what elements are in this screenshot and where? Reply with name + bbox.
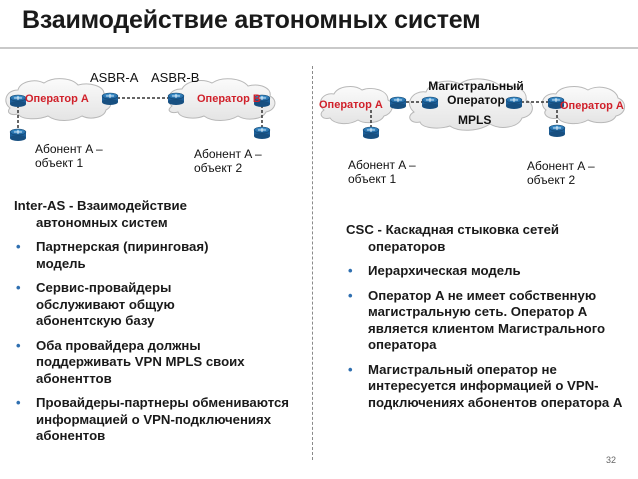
- list-item: • Оператор A не имеет собственную магистральную сеть. Оператор A является клиентом Магистрального оператора: [346, 288, 616, 354]
- page-number: 32: [606, 455, 617, 465]
- list-item: • Иерархическая модель: [346, 263, 628, 280]
- list-item: • Партнерская (пиринговая) модель: [14, 239, 256, 272]
- subscriber-2-label: Абонент A – объект 2: [194, 147, 262, 175]
- inter-as-text: [14, 198, 306, 453]
- list-item: • Оба провайдера должны поддерживать VPN MPLS своих абоненттов: [14, 338, 286, 388]
- operator-a-right-label: Оператор A: [560, 100, 624, 112]
- list-item: • Магистральный оператор не интересуется информацией о VPN-подключениях абонентов оператора A: [346, 362, 628, 412]
- router-icon: [549, 125, 565, 137]
- router-icon: [10, 95, 26, 107]
- router-icon: [363, 127, 379, 139]
- list-item: • Сервис-провайдеры обслуживают общую абонентскую базу: [14, 280, 236, 330]
- operator-a-left-label: Оператор A: [319, 99, 383, 111]
- router-icon: [390, 97, 406, 109]
- operator-a-label: Оператор A: [25, 93, 89, 105]
- mpls-label: MPLS: [458, 113, 492, 127]
- csc-heading: CSC - Каскадная стыковка сетей операторов: [346, 222, 560, 254]
- router-icon: [168, 93, 184, 105]
- router-icon: [254, 127, 270, 139]
- csc-text: [346, 222, 628, 419]
- title-divider: [0, 47, 638, 49]
- router-icon: [102, 93, 118, 105]
- subscriber-2-right-label: Абонент A – объект 2: [527, 159, 595, 187]
- inter-as-heading: Inter-AS - Взаимодействие автономных систем: [14, 198, 187, 230]
- page-title: Взаимодействие автономных систем: [22, 6, 481, 34]
- backbone-label: Магистральный Оператор: [428, 79, 524, 107]
- router-icon: [10, 129, 26, 141]
- asbr-a-label: ASBR-A: [90, 70, 139, 85]
- asbr-b-label: ASBR-B: [151, 70, 200, 85]
- operator-b-label: Оператор B: [197, 93, 261, 105]
- subscriber-1-right-label: Абонент A – объект 1: [348, 158, 416, 186]
- subscriber-1-label: Абонент A – объект 1: [35, 142, 103, 170]
- list-item: • Провайдеры-партнеры обмениваются информацией о VPN-подключениях абонентов: [14, 395, 298, 445]
